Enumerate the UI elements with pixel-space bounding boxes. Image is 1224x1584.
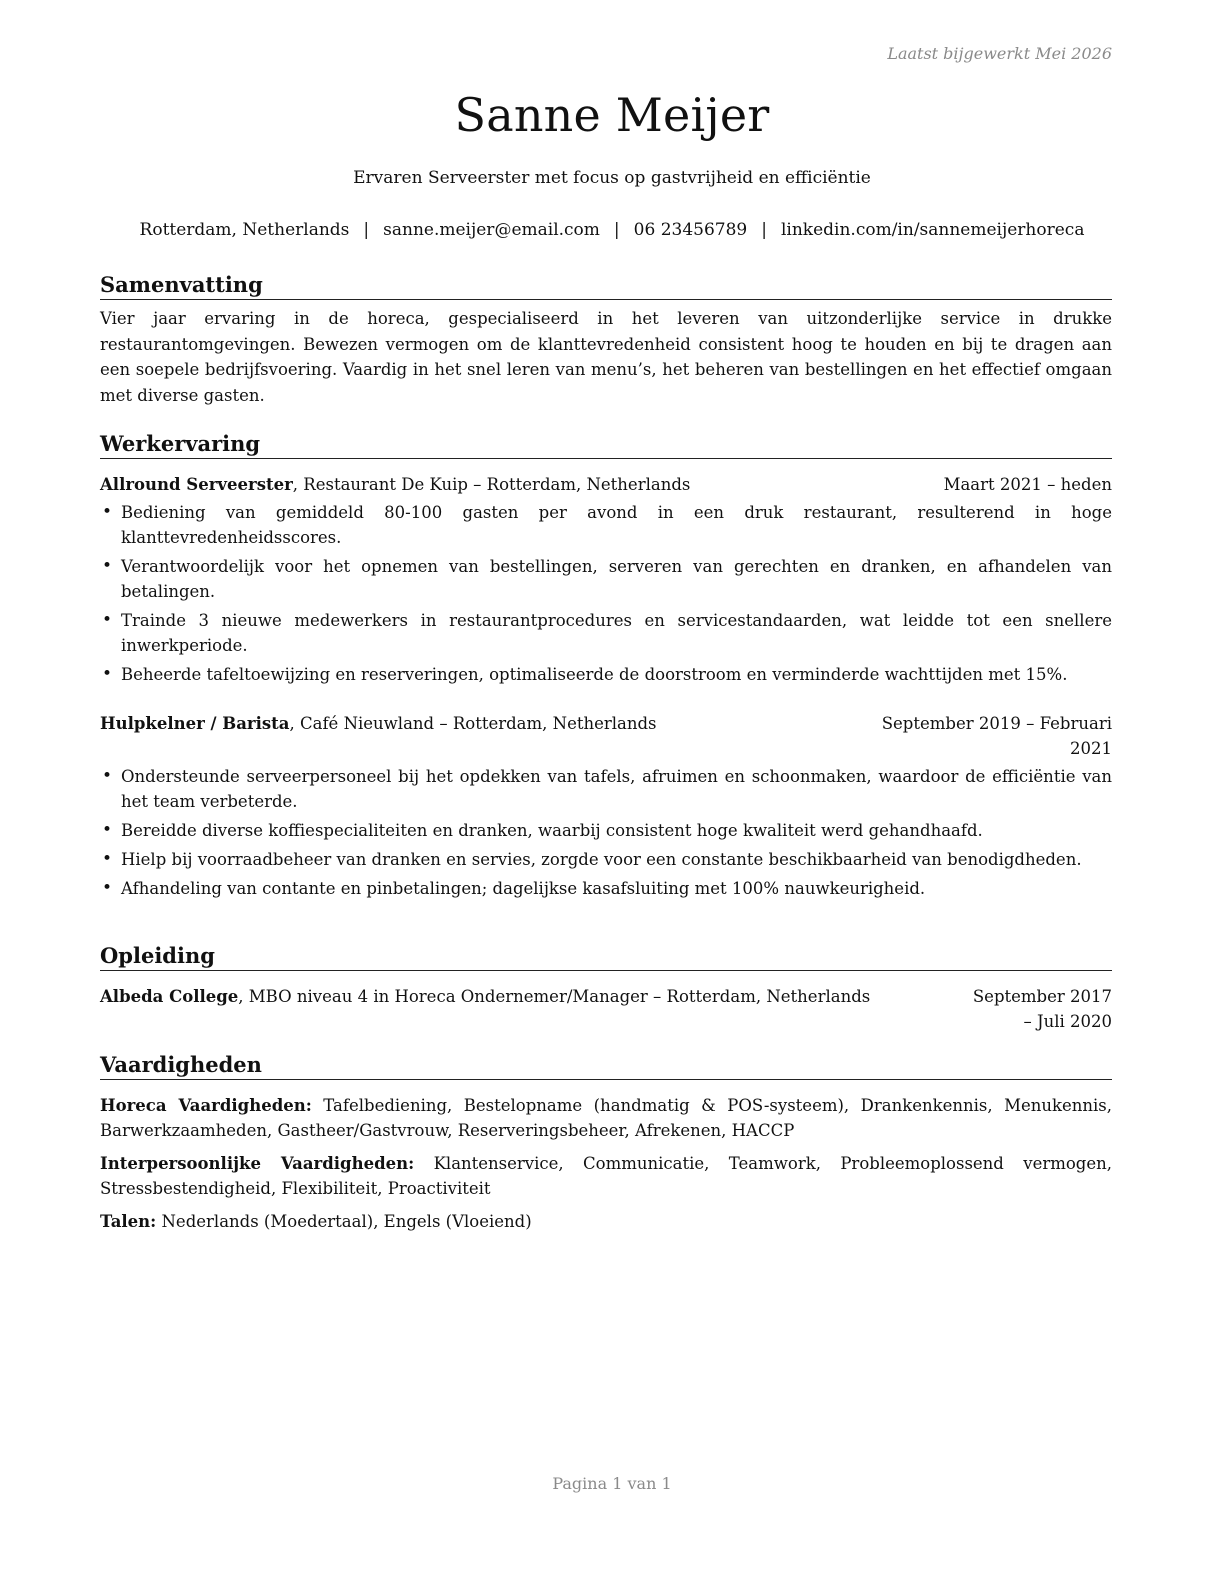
contact-line xyxy=(0,220,1224,240)
skill-group-label: Talen: xyxy=(100,1212,157,1231)
job-bullet: • Ondersteunde serveerpersoneel bij het opdekken van tafels, afruimen en schoonmaken, waardoor de efficiëntie van het team verbeterde. xyxy=(100,764,1112,814)
skill-group xyxy=(100,1093,1112,1143)
job-bullet: • Trainde 3 nieuwe medewerkers in restaurantprocedures en servicestandaarden, wat leidde tot een snellere inwerkperiode. xyxy=(100,608,1112,658)
education-section xyxy=(100,942,1112,1034)
contact-location: Rotterdam, Netherlands xyxy=(139,220,350,240)
job-org: , Café Nieuwland – Rotterdam, Netherlands xyxy=(289,714,657,733)
summary-text: Vier jaar ervaring in de horeca, gespecialiseerd in het leveren van uitzonderlijke service in drukke restaurantomgevingen. Bewezen vermogen om de klanttevredenheid consistent hoog te houden en bij te dragen aan een soepele bedrijfsvoering. Vaardig in het snel leren van menu’s, het beheren van bestellingen en het effectief omgaan met diverse gasten. xyxy=(100,309,1112,405)
experience-section xyxy=(100,430,1112,905)
skills-list xyxy=(100,1093,1112,1234)
skill-group xyxy=(100,1151,1112,1201)
job-bullet: • Bereidde diverse koffiespecialiteiten en dranken, waarbij consistent hoge kwaliteit werd gehandhaafd. xyxy=(100,818,1112,843)
job-role: Allround Serveerster xyxy=(100,475,293,494)
education-entry xyxy=(100,984,1112,1034)
job-bullet: • Hielp bij voorraadbeheer van dranken en servies, zorgde voor een constante beschikbaarheid van benodigdheden. xyxy=(100,847,1112,872)
job-bullet: • Afhandeling van contante en pinbetalingen; dagelijkse kasafsluiting met 100% nauwkeurigheid. xyxy=(100,876,1112,901)
contact-linkedin[interactable]: linkedin.com/in/sannemeijerhoreca xyxy=(780,220,1085,240)
job-bullets xyxy=(100,764,1112,901)
job-bullet: • Verantwoordelijk voor het opnemen van bestellingen, serveren van gerechten en dranken, en afhandelen van betalingen. xyxy=(100,554,1112,604)
education-date: September 2017 – Juli 2020 xyxy=(972,987,1112,1031)
skills-section xyxy=(100,1051,1112,1242)
job-entry xyxy=(100,711,1112,901)
contact-separator: | xyxy=(613,220,620,240)
contact-separator: | xyxy=(761,220,767,240)
skill-group xyxy=(100,1209,1112,1234)
candidate-name: Sanne Meijer xyxy=(454,88,770,142)
skill-group-label: Horeca Vaardigheden: xyxy=(100,1096,312,1115)
skill-group-text: Tafelbediening, Bestelopname (handmatig & POS-systeem), Drankenkennis, Menukennis, Barwerkzaamheden, Gastheer/Gastvrouw, Reserveringsbeheer, Afrekenen, HACCP xyxy=(100,1096,1113,1140)
headline: Ervaren Serveerster met focus op gastvrijheid en efficiëntie xyxy=(353,168,871,188)
job-org: , Restaurant De Kuip – Rotterdam, Netherlands xyxy=(292,475,691,494)
education-school: Albeda College xyxy=(100,987,239,1006)
skill-group-text: Klantenservice, Communicatie, Teamwork, Probleemoplossend vermogen, Stressbestendigheid, Flexibiliteit, Proactiviteit xyxy=(100,1154,1112,1198)
skill-group-label: Interpersoonlijke Vaardigheden: xyxy=(100,1154,415,1173)
page-footer: Pagina 1 van 1 xyxy=(552,1474,672,1493)
contact-separator: | xyxy=(363,220,370,240)
job-bullet: • Bediening van gemiddeld 80-100 gasten per avond in een druk restaurant, resulterend in hoge klanttevredenheidsscores. xyxy=(100,500,1112,550)
job-date: September 2019 – Februari 2021 xyxy=(881,714,1112,758)
job-date: Maart 2021 – heden xyxy=(943,475,1112,494)
job-header xyxy=(100,711,1112,761)
job-role: Hulpkelner / Barista xyxy=(100,714,290,733)
job-bullets xyxy=(100,500,1112,687)
job-header xyxy=(100,472,1112,497)
section-title-education: Opleiding xyxy=(100,942,1112,971)
section-title-summary: Samenvatting xyxy=(100,271,1112,300)
last-updated: Laatst bijgewerkt Mei 2026 xyxy=(887,44,1112,63)
section-title-skills: Vaardigheden xyxy=(100,1051,1112,1080)
skill-group-text: Nederlands (Moedertaal), Engels (Vloeiend) xyxy=(156,1212,532,1231)
education-detail: , MBO niveau 4 in Horeca Ondernemer/Manager – Rotterdam, Netherlands xyxy=(238,987,871,1006)
section-title-experience: Werkervaring xyxy=(100,430,1112,459)
contact-phone: 06 23456789 xyxy=(633,220,748,240)
summary-section xyxy=(100,271,1112,408)
contact-email[interactable]: sanne.meijer@email.com xyxy=(383,220,600,240)
job-entry xyxy=(100,472,1112,687)
job-bullet: • Beheerde tafeltoewijzing en reserveringen, optimaliseerde de doorstroom en verminderde wachttijden met 15%. xyxy=(100,662,1112,687)
